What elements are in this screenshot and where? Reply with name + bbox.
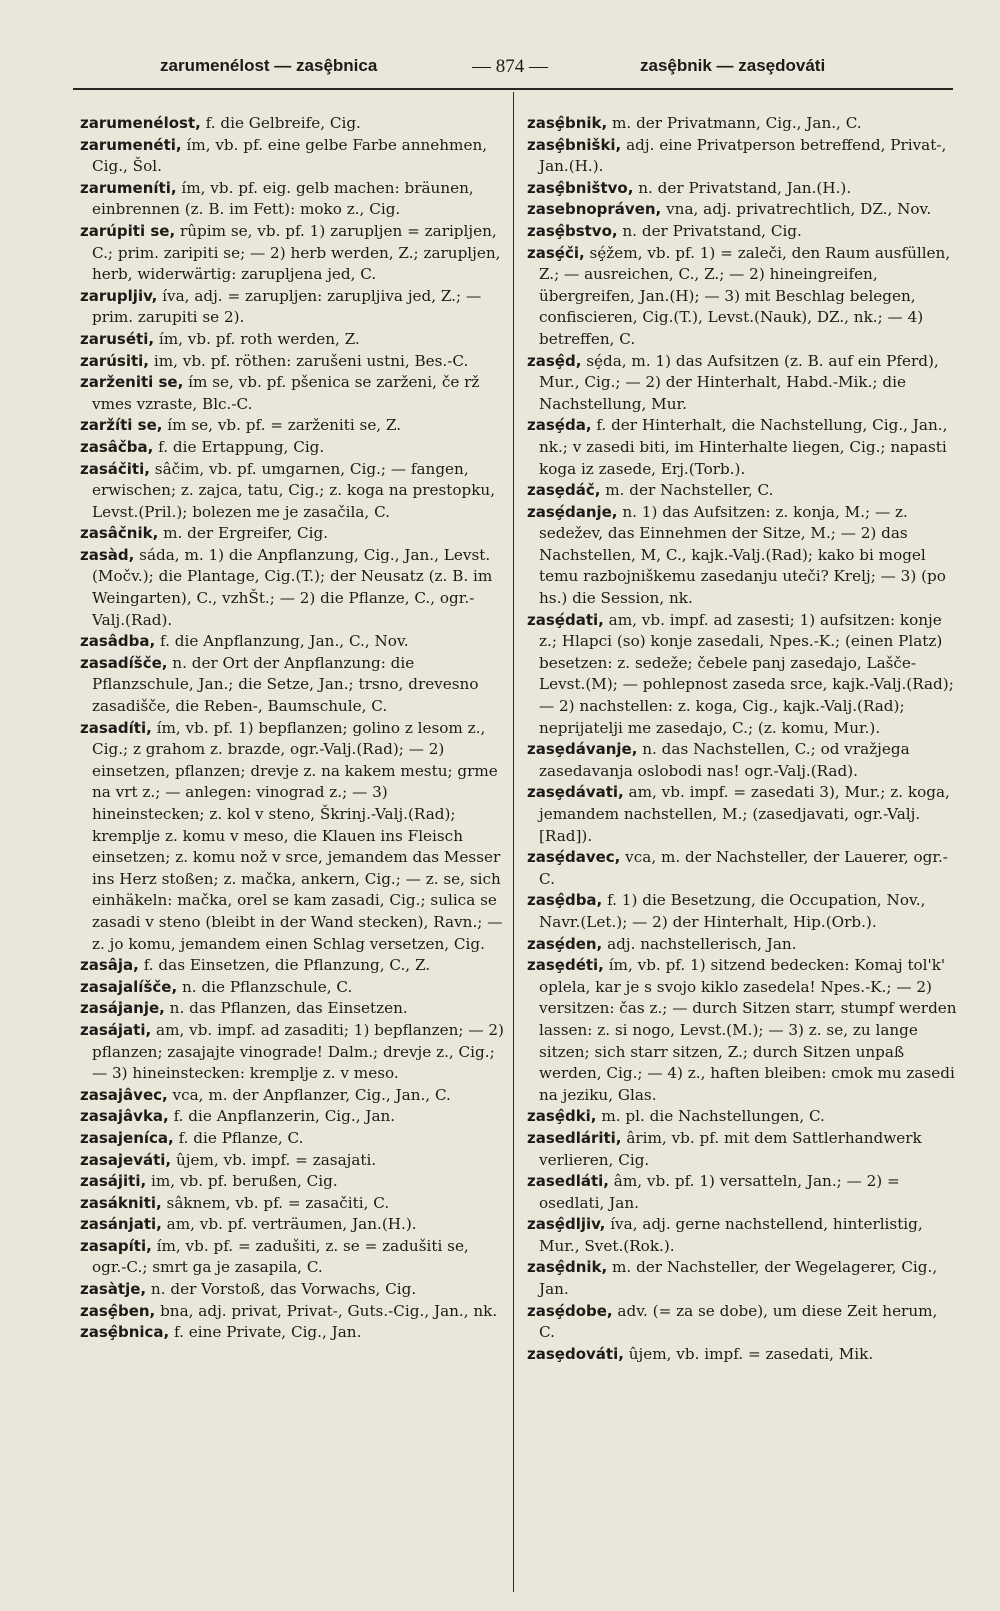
entry-definition: f. die Ertappung, Cig. [153, 437, 325, 456]
entry-definition: vca, m. der Anpflanzer, Cig., Jan., C. [167, 1085, 451, 1104]
dictionary-entry [80, 459, 505, 524]
entry-definition: n. der Vorstoß, das Vorwachs, Cig. [146, 1280, 417, 1299]
entry-definition: n. der Privatstand, Cig. [617, 221, 802, 240]
dictionary-entry [80, 437, 505, 459]
headword: zasȩ̂bništvo, [527, 178, 634, 197]
dictionary-entry [527, 739, 957, 782]
dictionary-entry [80, 1279, 505, 1301]
dictionary-entry [527, 178, 957, 200]
entry-definition: ím, vb. pf. roth werden, Z. [154, 329, 360, 348]
dictionary-entry [527, 1301, 957, 1344]
headword: zarupljiv, [80, 286, 158, 305]
headword: zasȩ́dobe, [527, 1301, 613, 1320]
header-left-guide-words: zarumenélost — zasȩ̂bnica [160, 56, 378, 75]
dictionary-entry [527, 890, 957, 933]
headword: zarumeníti, [80, 178, 177, 197]
dictionary-entry [527, 1257, 957, 1300]
dictionary-entry [80, 135, 505, 178]
entry-definition: ârim, vb. pf. mit dem Sattlerhandwerk verlieren, Cig. [539, 1128, 922, 1169]
headword: zasáčiti, [80, 459, 150, 478]
dictionary-entry [80, 523, 505, 545]
entry-definition: f. die Gelbreife, Cig. [200, 114, 361, 132]
headword: zasȩ̂bnik, [527, 114, 608, 132]
dictionary-entry [527, 1214, 957, 1257]
headword: zarženiti se, [80, 373, 184, 392]
entry-definition: sȩ́žem, vb. pf. 1) = zaleči, den Raum ausfüllen, Z.; — ausreichen, C., Z.; — 2) hineingreifen, übergreifen, Jan.(H); — 3) mit Beschlag belegen, confiscieren, Cig.(T.), Levst.(Nauk), DZ., nk.; — 4) betreffen, C. [539, 243, 951, 348]
dictionary-entry [527, 351, 957, 416]
header-rule [73, 88, 953, 90]
headword: zasȩ̂dljiv, [527, 1215, 606, 1234]
headword: zasedláti, [527, 1172, 609, 1191]
dictionary-entry [80, 653, 505, 718]
entry-definition: ím, vb. pf. 1) bepflanzen; golino z lesom z., Cig.; z grahom z. brazde, ogr.-Valj.(Rad); — 2) einsetzen, pflanzen; drevje z. na kakem mestu; grme na vrt z.; — anlegen: vinograd z.; — 3) hineinstecken; z. kol v steno, Škrinj.-Valj.(Rad); kremplje z. komu v meso, die Klauen ins Fleisch einsetzen; z. komu nož v srce, jemandem das Messer ins Herz stoßen; z. mačka, ankern, Cig.; — z. se, sich einhäkeln: mačka, orel se kam zasadi, Cig.; sulica se zasadi v steno (bleibt in der Wand stecken), Ravn.; — z. jo komu, jemandem einen Schlag versetzen, Cig. [92, 718, 503, 953]
headword: zasȩ̂dnik, [527, 1258, 608, 1277]
dictionary-entry [80, 286, 505, 329]
dictionary-entry [80, 1150, 505, 1172]
dictionary-entry [80, 545, 505, 631]
dictionary-entry [527, 1106, 957, 1128]
page-number: — 874 — [472, 56, 548, 77]
headword: zasajeníca, [80, 1128, 174, 1147]
entry-definition: ím se, vb. pf. pšenica se zarženi, če rž vmes vzraste, Blc.-C. [92, 373, 480, 413]
entry-definition: n. der Privatstand, Jan.(H.). [633, 178, 852, 197]
headword: zasájanje, [80, 999, 165, 1018]
headword: zasâčnik, [80, 524, 159, 543]
entry-definition: f. die Pflanze, C. [173, 1128, 304, 1147]
entry-definition: n. der Ort der Anpflanzung: die Pflanzschule, Jan.; die Setze, Jan.; trsno, drevesno zasadišče, die Reben-, Baumschule, C. [92, 653, 479, 716]
headword: zasájiti, [80, 1172, 147, 1191]
entry-definition: f. 1) die Besetzung, die Occupation, Nov., Navr.(Let.); — 2) der Hinterhalt, Hip.(Orb.). [539, 891, 926, 931]
entry-definition: sȩ́da, m. 1) das Aufsitzen (z. B. auf ein Pferd), Mur., Cig.; — 2) der Hinterhalt, Habd.-Mik.; die Nachstellung, Mur. [539, 351, 939, 413]
entry-definition: f. das Einsetzen, die Pflanzung, C., Z. [138, 956, 431, 975]
running-header [0, 50, 1000, 84]
entry-definition: vna, adj. privatrechtlich, DZ., Nov. [661, 200, 932, 219]
left-column [80, 113, 505, 1344]
dictionary-entry [80, 1236, 505, 1279]
entry-definition: am, vb. impf. = zasedati 3), Mur.; z. koga, jemandem nachstellen, M.; (zasedjavati, ogr.-Valj.[Rad]). [539, 783, 950, 845]
entry-definition: n. das Nachstellen, C.; od vražjega zasedavanja oslobodi nas! ogr.-Valj.(Rad). [539, 740, 910, 780]
dictionary-entry [80, 113, 505, 135]
dictionary-entry [527, 113, 957, 135]
headword: zasȩdováti, [527, 1344, 624, 1363]
dictionary-entry [80, 1301, 505, 1323]
dictionary-entry [527, 1128, 957, 1171]
dictionary-entry [80, 1322, 505, 1344]
dictionary-entry [80, 1085, 505, 1107]
entry-definition: ím, vb. pf. = zadušiti, z. se = zadušiti se, ogr.-C.; smrt ga je zasapila, C. [92, 1236, 469, 1277]
dictionary-entry [527, 480, 957, 502]
dictionary-entry [527, 610, 957, 740]
headword: zasȩ̂d, [527, 351, 582, 370]
headword: zasâčba, [80, 437, 154, 456]
dictionary-entry [527, 199, 957, 221]
entry-definition: m. der Nachsteller, der Wegelagerer, Cig., Jan. [539, 1258, 938, 1299]
headword: zasȩdáč, [527, 481, 601, 500]
dictionary-entry [80, 998, 505, 1020]
dictionary-entry [527, 243, 957, 351]
headword: zarumenéti, [80, 135, 182, 154]
entry-definition: im, vb. pf. berußen, Cig. [146, 1172, 338, 1191]
header-right-guide-words: zasȩ̂bnik — zasȩdováti [640, 56, 826, 75]
headword: zasȩ̂ben, [80, 1301, 156, 1320]
headword: zasȩ́davec, [527, 848, 621, 867]
dictionary-entry [80, 977, 505, 999]
headword: zaruséti, [80, 329, 155, 348]
dictionary-entry [80, 351, 505, 373]
entry-definition: am, vb. pf. verträumen, Jan.(H.). [161, 1215, 417, 1234]
headword: zasajâvec, [80, 1085, 168, 1104]
entry-definition: m. der Nachsteller, C. [600, 481, 774, 500]
dictionary-entry [80, 1128, 505, 1150]
entry-definition: bna, adj. privat, Privat-, Guts.-Cig., Jan., nk. [155, 1301, 498, 1320]
entry-definition: f. der Hinterhalt, die Nachstellung, Cig., Jan., nk.; v zasedi biti, im Hinterhalte liegen, Cig.; napasti koga iz zasede, Erj.(Torb.). [539, 416, 948, 478]
dictionary-entry [80, 1214, 505, 1236]
dictionary-entry [80, 221, 505, 286]
dictionary-entry [80, 415, 505, 437]
entry-definition: m. der Ergreifer, Cig. [158, 524, 329, 543]
headword: zasȩdéti, [527, 956, 604, 975]
dictionary-entry [80, 329, 505, 351]
dictionary-entry [527, 415, 957, 480]
entry-definition: ûjem, vb. impf. = zasajati. [171, 1150, 377, 1169]
entry-definition: n. 1) das Aufsitzen: z. konja, M.; — z. sedežev, das Einnehmen der Sitze, M.; — 2) das Nachstellen, M, C., kajk.-Valj.(Rad); kako bi mogel temu razbojniškemu zasedanju uteči? Krelj; — 3) (po hs.) die Session, nk. [539, 502, 946, 608]
headword: zasájati, [80, 1020, 152, 1039]
dictionary-entry [527, 502, 957, 610]
entry-definition: m. pl. die Nachstellungen, C. [596, 1107, 825, 1126]
entry-definition: n. das Pflanzen, das Einsetzen. [164, 999, 408, 1018]
headword: zasadíti, [80, 718, 152, 737]
headword: zasadíšče, [80, 653, 168, 672]
dictionary-entry [80, 178, 505, 221]
entry-definition: im, vb. pf. röthen: zarušeni ustni, Bes.-C. [149, 351, 469, 370]
headword: zasȩ̂bnica, [80, 1323, 170, 1342]
headword: zasȩ́či, [527, 243, 585, 262]
dictionary-entry [80, 1106, 505, 1128]
entry-definition: ím, vb. pf. eig. gelb machen: bräunen, einbrennen (z. B. im Fett): moko z., Cig. [92, 178, 474, 219]
entry-definition: ím, vb. pf. 1) sitzend bedecken: Komaj tol'k' oplela, kar je s svojo kiklo zasedela! Npes.-K.; — 2) versitzen: čas z.; — durch Sitzen starr, stumpf werden lassen: z. si nogo, Levst.(M.); — 3) z. se, zu lange sitzen; sich starr sitzen, Z.; durch Sitzen unpaß werden, Cig.; — 4) z., haften bleiben: cmok mu zasedi na jeziku, Glas. [539, 956, 957, 1104]
entry-definition: adj. eine Privatperson betreffend, Privat-, Jan.(H.). [539, 135, 947, 176]
entry-definition: âm, vb. pf. 1) versatteln, Jan.; — 2) = osedlati, Jan. [539, 1172, 900, 1212]
dictionary-entry [527, 934, 957, 956]
entry-definition: ûjem, vb. impf. = zasedati, Mik. [623, 1344, 874, 1363]
entry-definition: am, vb. impf. ad zasaditi; 1) bepflanzen; — 2) pflanzen; zasajajte vinograde! Dalm.; drevje z., Cig.; — 3) hineinstecken: kremplje z. v meso. [92, 1020, 504, 1083]
headword: zasedláriti, [527, 1128, 622, 1147]
dictionary-entry [527, 955, 957, 1106]
entry-definition: adj. nachstellerisch, Jan. [602, 934, 797, 953]
headword: zasâdba, [80, 632, 156, 651]
headword: zasajalíšče, [80, 977, 178, 996]
headword: zasàtje, [80, 1280, 147, 1299]
dictionary-entry [80, 1171, 505, 1193]
entry-definition: n. die Pflanzschule, C. [177, 977, 353, 996]
headword: zasȩ̂bniški, [527, 135, 622, 154]
headword: zarúsiti, [80, 351, 150, 370]
headword: zasánjati, [80, 1215, 162, 1234]
right-column [527, 113, 957, 1365]
headword: zarúpiti se, [80, 221, 176, 240]
headword: zarumenélost, [80, 114, 201, 132]
entry-definition: f. die Anpflanzerin, Cig., Jan. [168, 1107, 396, 1126]
dictionary-entry [527, 847, 957, 890]
dictionary-entry [80, 955, 505, 977]
dictionary-entry [527, 135, 957, 178]
headword: zasȩ̂dba, [527, 891, 603, 910]
headword: zasajeváti, [80, 1150, 172, 1169]
entry-definition: sáda, m. 1) die Anpflanzung, Cig., Jan., Levst.(Močv.); die Plantage, Cig.(T.); der Neusatz (z. B. im Weingarten), C., vzhŠt.; — 2) die Pflanze, C., ogr.-Valj.(Rad). [92, 545, 493, 629]
entry-definition: vca, m. der Nachsteller, der Lauerer, ogr.-C. [539, 848, 948, 888]
headword: zasȩ́da, [527, 416, 592, 435]
headword: zasȩ̂bstvo, [527, 221, 618, 240]
entry-definition: f. eine Private, Cig., Jan. [169, 1323, 362, 1342]
entry-definition: f. die Anpflanzung, Jan., C., Nov. [155, 632, 409, 651]
dictionary-entry [80, 372, 505, 415]
entry-definition: m. der Privatmann, Cig., Jan., C. [607, 114, 862, 132]
headword: zasàd, [80, 545, 135, 564]
headword: zasȩdávati, [527, 783, 624, 802]
headword: zasȩ́dati, [527, 610, 604, 629]
entry-definition: am, vb. impf. ad zasesti; 1) aufsitzen: konje z.; Hlapci (so) konje zasedali, Npes.-K.; (einen Platz) besetzen: z. sedeže; čebele panj zasedajo, Lašče-Levst.(M); — pohlepnost zaseda srce, kajk.-Valj.(Rad); — 2) nachstellen: z. koga, Cig., kajk.-Valj.(Rad); neprijatelji me zasedajo, C.; (z. komu, Mur.). [539, 610, 954, 737]
headword: zasebnopráven, [527, 200, 662, 219]
headword: zaržíti se, [80, 416, 163, 435]
entry-definition: ím, vb. pf. eine gelbe Farbe annehmen, Cig., Šol. [92, 135, 488, 176]
headword: zasȩ̂dki, [527, 1107, 597, 1126]
dictionary-entry [527, 1344, 957, 1366]
entry-definition: sâčim, vb. pf. umgarnen, Cig.; — fangen, erwischen; z. zajca, tatu, Cig.; z. koga na prestopku, Levst.(Pril.); bolezen me je zasačila, C. [92, 459, 496, 521]
headword: zasákniti, [80, 1193, 162, 1212]
headword: zasȩ́den, [527, 934, 603, 953]
entry-definition: rûpim se, vb. pf. 1) zarupljen = zaripljen, C.; prim. zaripiti se; — 2) herb werden, Z.; zarupljen, herb, widerwärtig: zarupljena jed, C. [92, 221, 501, 284]
dictionary-entry [527, 1171, 957, 1214]
column-divider [513, 92, 514, 1592]
dictionary-entry [527, 782, 957, 847]
dictionary-entry [80, 718, 505, 956]
dictionary-entry [80, 1193, 505, 1215]
headword: zasapíti, [80, 1236, 152, 1255]
entry-definition: sâknem, vb. pf. = zasačiti, C. [161, 1193, 390, 1212]
headword: zasâja, [80, 956, 139, 975]
entry-definition: adv. (= za se dobe), um diese Zeit herum, C. [539, 1301, 938, 1342]
headword: zasȩ́danje, [527, 502, 618, 521]
headword: zasajâvka, [80, 1107, 169, 1126]
headword: zasȩdávanje, [527, 740, 638, 759]
entry-definition: íva, adj. = zarupljen: zarupljiva jed, Z.; — prim. zarupiti se 2). [92, 286, 482, 327]
dictionary-entry [80, 631, 505, 653]
dictionary-entry [80, 1020, 505, 1085]
entry-definition: íva, adj. gerne nachstellend, hinterlistig, Mur., Svet.(Rok.). [539, 1215, 923, 1255]
entry-definition: ím se, vb. pf. = zarženiti se, Z. [162, 416, 402, 435]
dictionary-entry [527, 221, 957, 243]
